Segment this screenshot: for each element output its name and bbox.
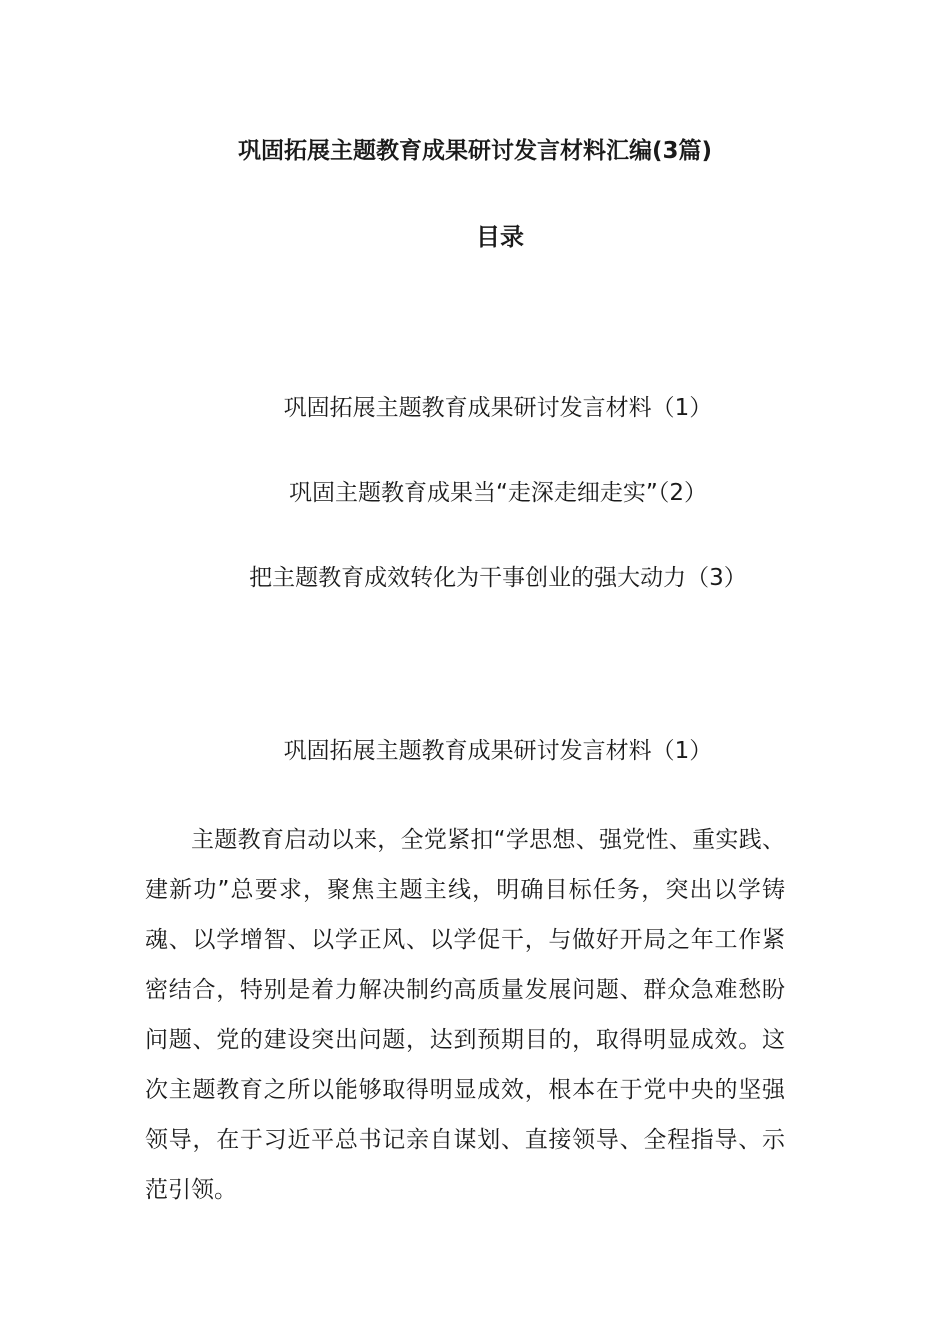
table-of-contents <box>0 390 950 645</box>
toc-item-1[interactable]: 巩固拓展主题教育成果研讨发言材料（1） <box>283 395 713 421</box>
toc-item-3[interactable]: 把主题教育成效转化为干事创业的强大动力（3） <box>249 565 747 591</box>
toc-item-2[interactable]: 巩固主题教育成果当“走深走细走实”（2） <box>289 480 707 506</box>
toc-heading: 目录 <box>476 223 524 251</box>
section-title: 巩固拓展主题教育成果研讨发言材料（1） <box>283 738 713 764</box>
document-title: 巩固拓展主题教育成果研讨发言材料汇编(3篇) <box>237 138 713 164</box>
body-paragraph: 主题教育启动以来，全党紧扣“学思想、强党性、重实践、建新功”总要求，聚焦主题主线，明确目标任务，突出以学铸魂、以学增智、以学正风、以学促干，与做好开局之年工作紧密结合，特别是着力解决制约高质量发展问题、群众急难愁盼问题、党的建设突出问题，达到预期目的，取得明显成效。这次主题教育之所以能够取得明显成效，根本在于党中央的坚强领导，在于习近平总书记亲自谋划、直接领导、全程指导、示范引领。 <box>145 827 785 1203</box>
